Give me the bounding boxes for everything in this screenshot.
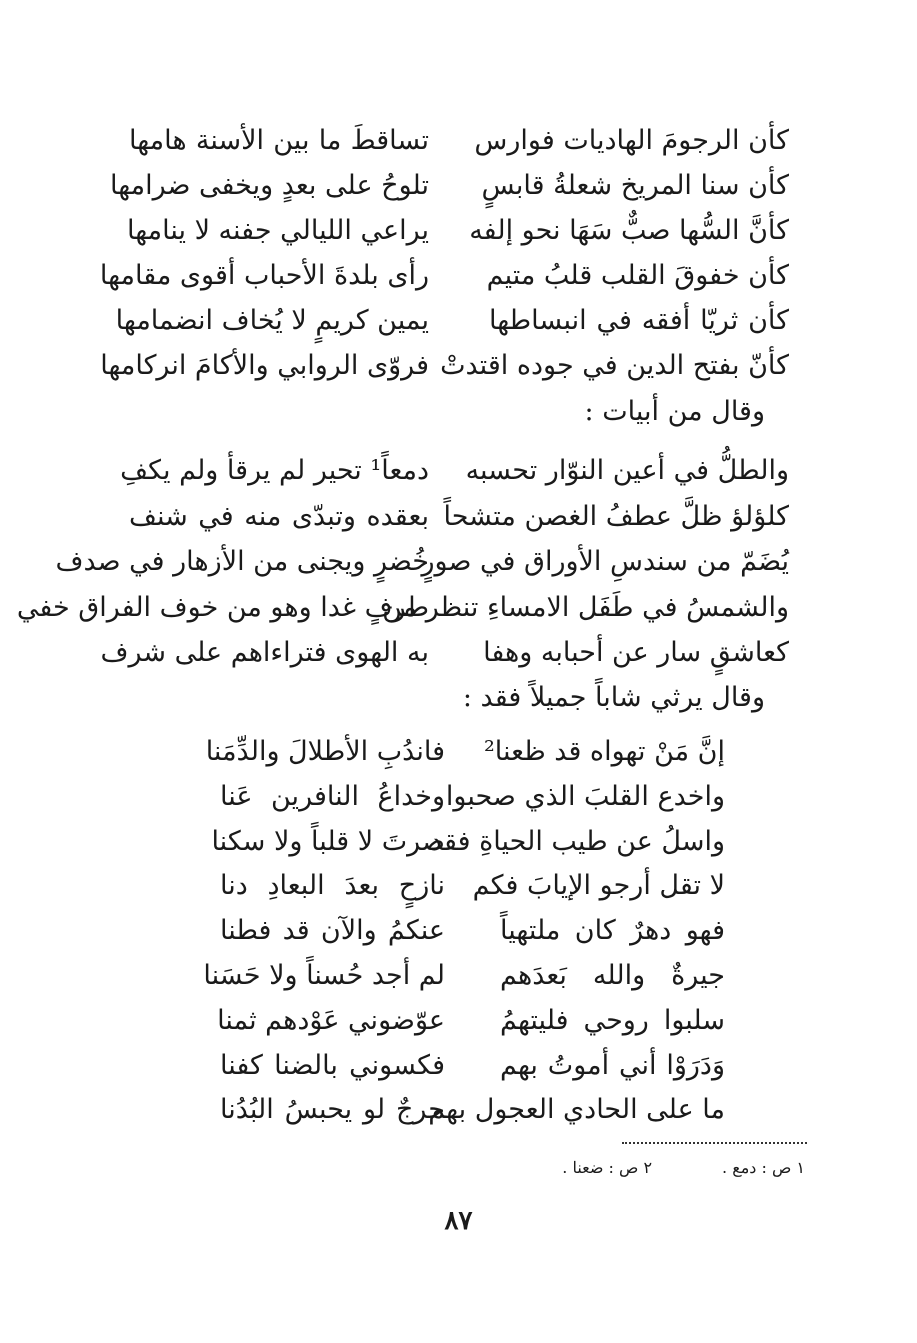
second-hemistich: رأى بلدةَ الأحباب أقوى مقامها bbox=[99, 260, 429, 291]
poem-3 bbox=[203, 730, 725, 1133]
first-hemistich: واخدع القلبَ الذي صحبوا bbox=[445, 780, 725, 812]
first-hemistich: وَدَرَوْا أني أموتُ بهم bbox=[500, 1049, 725, 1081]
intro-2: وقال من أبيات : bbox=[584, 396, 765, 427]
second-hemistich: يراعي الليالي جفنه لا ينامها bbox=[126, 215, 429, 246]
first-hemistich: كأن ثريّا أفقه في انبساطها bbox=[489, 305, 789, 336]
verse-line bbox=[129, 494, 789, 540]
first-hemistich: كأن خفوقَ القلب قلبُ متيم bbox=[486, 260, 789, 291]
verse-line bbox=[55, 539, 789, 585]
caesura-gap bbox=[429, 494, 489, 540]
verse-line bbox=[203, 954, 725, 999]
caesura-gap bbox=[429, 343, 489, 388]
first-hemistich: كأن سنا المريخ شعلةُ قابسٍ bbox=[481, 170, 789, 201]
first-hemistich: يُضَمّ من سندسِ الأوراق في صورٍ bbox=[421, 546, 789, 577]
second-hemistich: صرتَ لا قلباً ولا سكنا bbox=[211, 825, 445, 857]
verse-line bbox=[205, 730, 725, 775]
first-hemistich: كلؤلؤ ظلَّ عطفُ الغصن متشحاً bbox=[443, 500, 789, 532]
second-hemistich: تساقطَ ما بين الأسنة هامها bbox=[129, 125, 429, 156]
second-hemistich: نازحٍ بعدَ البعادِ دنا bbox=[220, 870, 445, 902]
first-hemistich: لا تقل أرجو الإيابَ فكم bbox=[472, 870, 725, 902]
verse-line bbox=[220, 864, 725, 909]
second-hemistich: فروّى الروابي والأكامَ انركامها bbox=[100, 350, 429, 381]
footnote-2: ٢ ص : ضعنا . bbox=[562, 1158, 653, 1177]
verse-line bbox=[126, 208, 789, 253]
verse-line bbox=[220, 909, 725, 954]
second-hemistich: فاندُبِ الأطلالَ والدِّمَنا bbox=[205, 736, 445, 767]
verse-line bbox=[16, 585, 789, 631]
second-hemistich: حرجٌ لو يحبسُ البُدُنا bbox=[220, 1094, 445, 1126]
footnotes bbox=[405, 1158, 805, 1177]
first-hemistich: كأنَّ السُّها صبٌّ سَهَا نحو إلفه bbox=[469, 215, 789, 246]
caesura-gap bbox=[429, 630, 489, 676]
first-hemistich: والطلُّ في أعين النوّار تحسبه bbox=[465, 455, 789, 486]
second-hemistich: خُضرٍ ويجنى من الأزهار في صدف bbox=[55, 546, 429, 577]
first-hemistich: والشمسُ في طَفَل الامساءِ تنظر من bbox=[382, 591, 789, 623]
verse-line bbox=[120, 448, 789, 494]
verse-line bbox=[115, 298, 789, 343]
verse-line bbox=[220, 775, 725, 820]
caesura-gap bbox=[429, 118, 489, 163]
caesura-gap bbox=[429, 298, 489, 343]
second-hemistich: تلوحُ على بعدٍ ويخفى ضرامها bbox=[109, 170, 429, 201]
verse-line bbox=[220, 1088, 725, 1133]
caesura-gap bbox=[445, 909, 500, 954]
verse-line bbox=[220, 1044, 725, 1089]
footnote-1: ١ ص : دمع . bbox=[722, 1158, 805, 1177]
first-hemistich: ما على الحادي العجول بهم bbox=[428, 1094, 725, 1126]
first-hemistich: كأن الرجومَ الهاديات فوارس bbox=[474, 125, 789, 156]
verse-line bbox=[217, 999, 725, 1044]
second-hemistich: عوّضوني عَوْدهم ثمنا bbox=[217, 1004, 445, 1036]
verse-line bbox=[109, 163, 789, 208]
first-hemistich: إنَّ مَنْ تهواه قد ظعنا² bbox=[483, 736, 725, 767]
intro-3: وقال يرثي شاباً جميلاً فقد : bbox=[462, 682, 765, 713]
first-hemistich: كعاشقٍ سار عن أحبابه وهفا bbox=[483, 637, 789, 668]
verse-line bbox=[129, 118, 789, 163]
second-hemistich: يمين كريمٍ لا يُخاف انضمامها bbox=[115, 305, 429, 336]
second-hemistich: به الهوى فتراءاهم على شرف bbox=[100, 637, 429, 668]
first-hemistich: جيرةٌ والله بَعدَهم bbox=[500, 959, 725, 991]
caesura-gap bbox=[445, 775, 500, 820]
page-number: ٨٧ bbox=[444, 1206, 473, 1236]
first-hemistich: واسلُ عن طيب الحياةِ فقد bbox=[429, 825, 725, 857]
caesura-gap bbox=[429, 163, 489, 208]
verse-line bbox=[100, 630, 789, 676]
footnote-separator bbox=[622, 1142, 807, 1144]
verse-line bbox=[100, 343, 789, 388]
caesura-gap bbox=[445, 820, 500, 865]
second-hemistich: فكسوني بالضنا كفنا bbox=[220, 1049, 445, 1081]
first-hemistich: كأنّ بفتح الدين في جوده اقتدتْ bbox=[440, 350, 789, 381]
second-hemistich: لم أجد حُسناً ولا حَسَنا bbox=[203, 959, 445, 991]
first-hemistich: سلبوا روحي فليتهمُ bbox=[500, 1004, 725, 1036]
caesura-gap bbox=[429, 253, 489, 298]
caesura-gap bbox=[429, 585, 489, 631]
second-hemistich: طرفٍ غدا وهو من خوف الفراق خفي bbox=[16, 591, 429, 623]
second-hemistich: وخداعُ النافرين عَنا bbox=[220, 780, 445, 812]
caesura-gap bbox=[429, 539, 489, 585]
caesura-gap bbox=[445, 1044, 500, 1089]
caesura-gap bbox=[445, 999, 500, 1044]
caesura-gap bbox=[445, 1088, 500, 1133]
caesura-gap bbox=[445, 730, 500, 775]
second-hemistich: دمعاً¹ تحير لم يرقأ ولم يكفِ bbox=[120, 455, 429, 486]
caesura-gap bbox=[429, 208, 489, 253]
caesura-gap bbox=[445, 954, 500, 999]
caesura-gap bbox=[445, 864, 500, 909]
verse-line bbox=[99, 253, 789, 298]
verse-line bbox=[211, 820, 725, 865]
poem-2 bbox=[16, 448, 789, 676]
second-hemistich: عنكمُ والآن قد فطنا bbox=[220, 915, 445, 947]
caesura-gap bbox=[429, 448, 489, 494]
poem-1 bbox=[99, 118, 789, 388]
first-hemistich: فهو دهرٌ كان ملتهياً bbox=[500, 915, 725, 947]
second-hemistich: بعقده وتبدّى منه في شنف bbox=[129, 500, 429, 532]
